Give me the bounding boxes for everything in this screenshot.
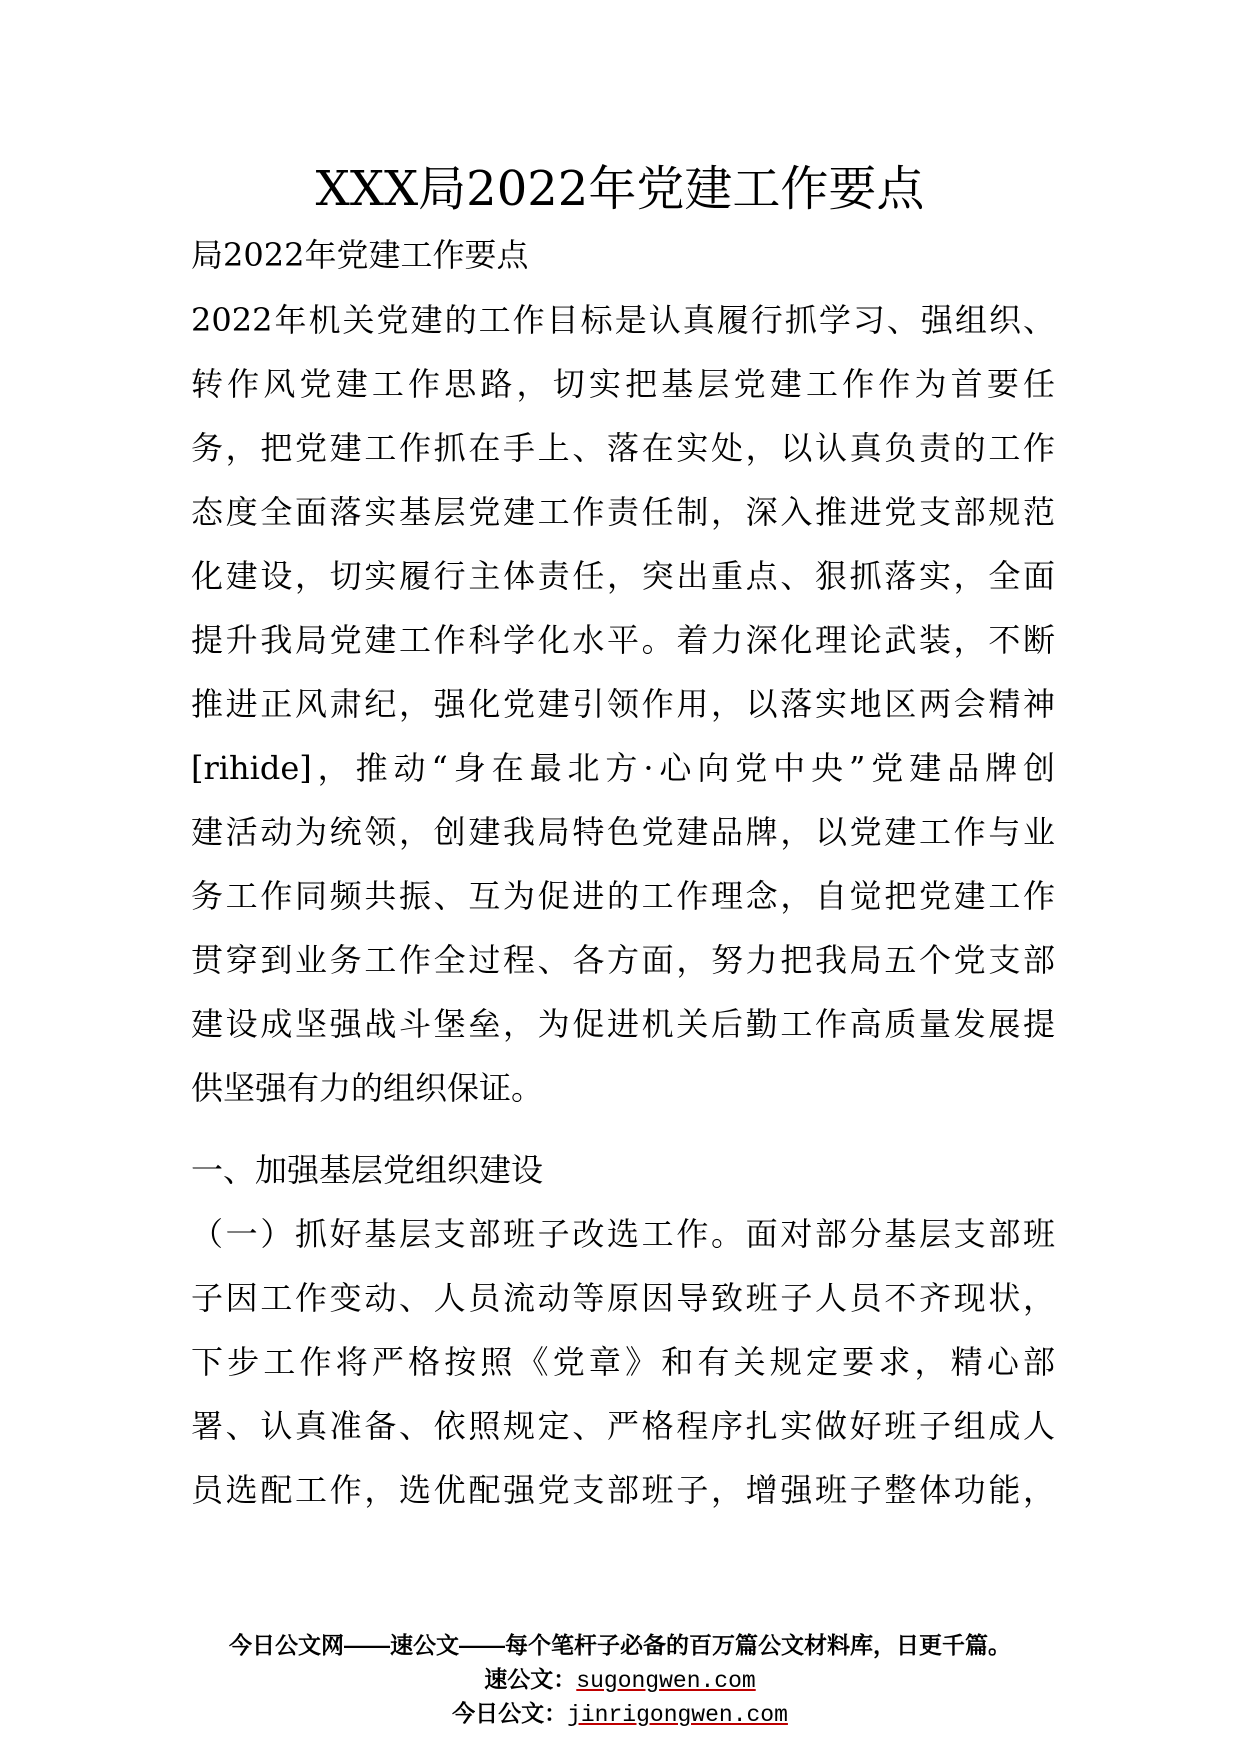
body-line: 贯穿到业务工作全过程、各方面，努力把我局五个党支部 — [191, 941, 1055, 979]
paragraph-goals — [191, 288, 1055, 1120]
section-heading-block — [191, 1138, 1055, 1202]
footer-sugongwen-row — [0, 1662, 1240, 1696]
body-line-last: 供坚强有力的组织保证。 — [191, 1069, 544, 1107]
body-line: 建活动为统领，创建我局特色党建品牌，以党建工作与业 — [191, 813, 1055, 851]
body-line: 下步工作将严格按照《党章》和有关规定要求，精心部 — [191, 1343, 1055, 1381]
body-line: 员选配工作，选优配强党支部班子，增强班子整体功能， — [191, 1471, 1055, 1509]
body-line: 2022年机关党建的工作目标是认真履行抓学习、强组织、 — [191, 301, 1055, 339]
document-subtitle-block — [191, 223, 1055, 287]
section-heading: 一、加强基层党组织建设 — [191, 1151, 544, 1189]
body-line: 子因工作变动、人员流动等原因导致班子人员不齐现状， — [191, 1279, 1055, 1317]
document-subtitle: 局2022年党建工作要点 — [191, 236, 529, 274]
footer-sugongwen-label: 速公文： — [484, 1666, 577, 1692]
body-line: （一）抓好基层支部班子改选工作。面对部分基层支部班 — [191, 1215, 1055, 1253]
footer-jinrigongwen-link[interactable]: jinrigongwen.com — [567, 1702, 788, 1728]
body-line: 转作风党建工作思路，切实把基层党建工作作为首要任 — [191, 365, 1055, 403]
footer-jinrigongwen-row — [0, 1696, 1240, 1730]
footer-tagline: 今日公文网——速公文——每个笔杆子必备的百万篇公文材料库，日更千篇。 — [229, 1632, 1011, 1658]
body-line: 态度全面落实基层党建工作责任制，深入推进党支部规范 — [191, 493, 1055, 531]
body-line: 署、认真准备、依照规定、严格程序扎实做好班子组成人 — [191, 1407, 1055, 1445]
body-line: 务，把党建工作抓在手上、落在实处，以认真负责的工作 — [191, 429, 1055, 467]
body-line: 建设成坚强战斗堡垒，为促进机关后勤工作高质量发展提 — [191, 1005, 1055, 1043]
body-line: 务工作同频共振、互为促进的工作理念，自觉把党建工作 — [191, 877, 1055, 915]
body-line: 提升我局党建工作科学化水平。着力深化理论武装，不断 — [191, 621, 1055, 659]
body-line: 化建设，切实履行主体责任，突出重点、狠抓落实，全面 — [191, 557, 1055, 595]
body-line: 推进正风肃纪，强化党建引领作用，以落实地区两会精神 — [191, 685, 1055, 723]
body-line: [rihide]，推动“身在最北方·心向党中央”党建品牌创 — [191, 749, 1055, 787]
document-title: XXX局2022年党建工作要点 — [315, 161, 925, 217]
page-footer — [0, 1628, 1240, 1730]
footer-jinrigongwen-label: 今日公文： — [452, 1700, 568, 1726]
footer-sugongwen-link[interactable]: sugongwen.com — [576, 1668, 756, 1694]
paragraph-branch-election — [191, 1202, 1055, 1522]
